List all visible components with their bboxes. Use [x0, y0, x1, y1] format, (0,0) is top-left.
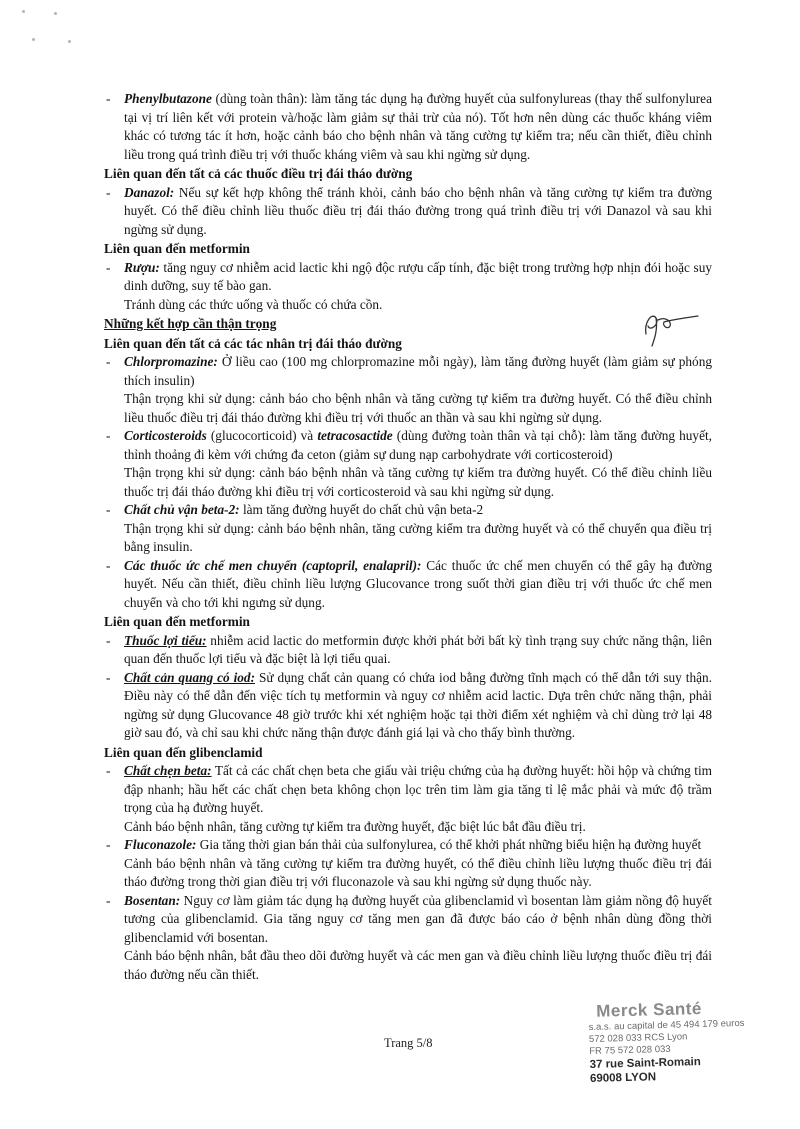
- item-text: tăng nguy cơ nhiễm acid lactic khi ngộ độc rượu cấp tính, đặc biệt trong trường hợp nhịn đói hoặc suy dinh dưỡng, suy tế bào gan.: [124, 259, 712, 293]
- list-dash: -: [106, 763, 111, 778]
- company-stamp: [588, 997, 786, 1086]
- drug-term: Rượu:: [124, 259, 160, 275]
- item-paragraph: [124, 427, 712, 464]
- item-paragraph: [124, 353, 712, 390]
- item-paragraph: [124, 762, 712, 818]
- interaction-item: [104, 557, 712, 613]
- drug-term: Phenylbutazone: [124, 91, 212, 106]
- item-text: làm tăng đường huyết do chất chủ vận beta-2: [239, 502, 484, 517]
- document-body: [104, 90, 712, 984]
- list-dash: -: [106, 184, 111, 200]
- drug-term: Fluconazole:: [124, 837, 197, 852]
- item-text: Các thuốc ức chế men chuyển có thể gây hạ đường huyết. Nếu cần thiết, điều chỉnh liều lượng Glucovance trong suốt thời gian điều trị với thuốc ức chế men chuyển và cho tới khi ngưng sử dụng.: [124, 557, 713, 610]
- scan-speck: [68, 40, 71, 43]
- item-note: Cảnh báo bệnh nhân, tăng cường tự kiểm tra đường huyết, đặc biệt lúc bắt đầu điều trị.: [124, 818, 586, 834]
- drug-term: tetracosactide: [317, 428, 393, 443]
- section-heading: Liên quan đến tất cả các tác nhân trị đái tháo đường: [104, 335, 402, 351]
- item-text: Nguy cơ làm giảm tác dụng hạ đường huyết của glibenclamid vì bosentan làm giảm nồng độ huyết tương của glibenclamid. Gia tăng nguy cơ tăng men gan đã được báo cáo ở bệnh nhân dùng đồng thời glibenclamid với bosentan.: [124, 892, 712, 945]
- interaction-item: [104, 353, 712, 427]
- drug-term: Thuốc lợi tiểu:: [124, 632, 207, 648]
- section-heading: Liên quan đến glibenclamid: [104, 744, 263, 760]
- stamp-street: 37 rue Saint-Romain: [589, 1056, 701, 1071]
- list-dash: -: [106, 837, 111, 852]
- interaction-item: [104, 184, 712, 240]
- item-note: Cảnh báo bệnh nhân, bắt đầu theo dõi đường huyết và các men gan và điều chỉnh liều lượng thuốc điều trị đái tháo đường nếu cần thiết.: [124, 948, 712, 982]
- list-dash: -: [106, 557, 111, 573]
- interaction-item: [104, 427, 712, 501]
- list-dash: -: [106, 892, 111, 908]
- item-paragraph: [124, 557, 712, 613]
- signature-mark: [640, 304, 700, 348]
- item-note: Thận trọng khi sử dụng: cảnh báo bệnh nhân, tăng cường kiểm tra đường huyết và có thể chuyển qua điều trị bằng insulin.: [124, 520, 712, 554]
- list-dash: -: [106, 669, 111, 685]
- item-text: (dùng toàn thân): làm tăng tác dụng hạ đường huyết của sulfonylureas (thay thế sulfonylurea tại vị trí liên kết với protein và/hoặc làm giảm sự thải trừ của nó). Tốt hơn nên dùng các thuốc kháng viêm khác có tương tác ít hơn, hoặc cảnh báo cho bệnh nhân và tăng cường tự kiểm tra; nếu cần thiết, điều chỉnh liều trong quá trình điều trị với thuốc kháng viêm và sau khi ngừng sử dụng.: [124, 91, 712, 162]
- section-heading: Liên quan đến metformin: [104, 614, 250, 629]
- item-note: Cảnh báo bệnh nhân và tăng cường tự kiểm tra đường huyết, có thể điều chỉnh liều lượng thuốc điều trị đái tháo đường trong thời gian điều trị với fluconazole và sau khi ngừng sử dụng thuốc này.: [124, 855, 712, 889]
- section-heading-underlined: Những kết hợp cần thận trọng: [104, 316, 277, 331]
- drug-term: Chlorpromazine:: [124, 354, 218, 369]
- stamp-city: 69008 LYON: [589, 1071, 657, 1085]
- item-text: (glucocorticoid) và: [206, 428, 318, 443]
- item-paragraph: [124, 836, 712, 855]
- page-number: Trang 5/8: [384, 1036, 433, 1050]
- interaction-item: [104, 762, 712, 836]
- item-text: Gia tăng thời gian bán thải của sulfonylurea, có thể khởi phát những biểu hiện hạ đường huyết: [196, 837, 702, 852]
- stamp-brand: Merck Santé: [595, 999, 703, 1021]
- item-paragraph: [124, 669, 712, 743]
- interaction-item: [104, 90, 712, 164]
- interaction-item: [104, 669, 712, 743]
- interaction-item: [104, 632, 712, 669]
- interaction-item: [104, 259, 712, 315]
- item-text: Ở liều cao (100 mg chlorpromazine mỗi ngày), làm tăng đường huyết (làm giảm sự phóng thích insulin): [124, 354, 712, 388]
- drug-term: Chất chủ vận beta-2:: [124, 502, 240, 517]
- interaction-item: [104, 892, 712, 985]
- item-text: Tất cả các chất chẹn beta che giấu vài triệu chứng của hạ đường huyết: hồi hộp và chứng tim đập nhanh; hầu hết các chất chẹn beta không chọn lọc trên tim làm gia tăng tỉ lệ mắc phải và mức độ trầm trọng của hạ đường huyết.: [124, 763, 712, 815]
- list-dash: -: [106, 354, 111, 369]
- item-paragraph: [124, 501, 712, 520]
- item-paragraph: [124, 259, 712, 296]
- item-text: nhiễm acid lactic do metformin được khởi phát bởi bất kỳ tình trạng suy chức năng thận, liên quan đến thuốc lợi tiểu và đặc biệt là lợi tiểu quai.: [124, 632, 712, 666]
- section-heading: Liên quan đến metformin: [104, 241, 250, 256]
- item-note: Thận trọng khi sử dụng: cảnh báo cho bệnh nhân và tăng cường tự kiểm tra đường huyết. Có thể điều chỉnh liều thuốc điều trị đái tháo đường khi điều trị với thuốc an thần và sau khi ngừng sử dụng.: [124, 391, 712, 425]
- list-dash: -: [106, 259, 111, 275]
- scan-speck: [54, 12, 57, 15]
- section-heading: Liên quan đến tất cả các thuốc điều trị đái tháo đường: [104, 166, 413, 181]
- stamp-capital: s.a.s. au capital de 45 494 179 euros: [588, 1017, 745, 1033]
- interaction-item: [104, 836, 712, 892]
- item-paragraph: [124, 184, 712, 240]
- item-note: Thận trọng khi sử dụng: cảnh báo bệnh nhân và tăng cường tự kiểm tra đường huyết. Có thể điều chỉnh liều thuốc trị đái tháo đường khi điều trị với corticosteroid và sau khi ngừng sử dụng.: [124, 465, 712, 499]
- list-dash: -: [106, 428, 111, 443]
- drug-term: Chất chẹn beta:: [124, 763, 212, 778]
- item-paragraph: [124, 892, 712, 948]
- scan-speck: [32, 38, 35, 41]
- list-dash: -: [106, 91, 111, 106]
- drug-term: Bosentan:: [124, 892, 181, 908]
- item-text: Nếu sự kết hợp không thể tránh khỏi, cảnh báo cho bệnh nhân và tăng cường tự kiểm tra đường huyết. Có thể điều chỉnh liều thuốc điều trị đái tháo đường trong quá trình điều trị với Danazol và sau khi ngừng sử dụng.: [124, 184, 712, 237]
- stamp-vat: FR 75 572 028 033: [589, 1043, 671, 1057]
- drug-term: Chất cản quang có iod:: [124, 669, 256, 685]
- item-paragraph: [124, 90, 712, 164]
- list-dash: -: [106, 502, 111, 517]
- stamp-rcs: 572 028 033 RCS Lyon: [588, 1031, 688, 1045]
- scan-speck: [22, 10, 25, 13]
- item-text: (dùng đường toàn thân và tại chỗ): làm tăng đường huyết, thỉnh thoảng đi kèm với chứng đa ceton (giảm sự dung nạp carbohydrate với corticosteroid): [124, 428, 712, 462]
- drug-term: Các thuốc ức chế men chuyển (captopril, enalapril):: [124, 557, 422, 573]
- drug-term: Corticosteroids: [124, 428, 207, 443]
- interaction-item: [104, 501, 712, 557]
- drug-term: Danazol:: [124, 184, 175, 200]
- item-paragraph: [124, 632, 712, 669]
- item-text: Sử dụng chất cản quang có chứa iod bằng đường tĩnh mạch có thể dẫn tới suy thận. Điều này có thể dẫn đến việc tích tụ metformin và nguy cơ nhiễm acid lactic. Dựa trên chức năng thận, phải ngừng sử dụng Glucovance 48 giờ trước khi xét nghiệm hoặc tại thời điểm xét nghiệm và chỉ dùng trở lại 48 giờ sau đó, và chỉ sau khi chức năng thận được đánh giá lại và cho thấy bình thường.: [124, 669, 712, 740]
- list-dash: -: [106, 632, 111, 648]
- item-note: Tránh dùng các thức uống và thuốc có chứa cồn.: [124, 296, 383, 312]
